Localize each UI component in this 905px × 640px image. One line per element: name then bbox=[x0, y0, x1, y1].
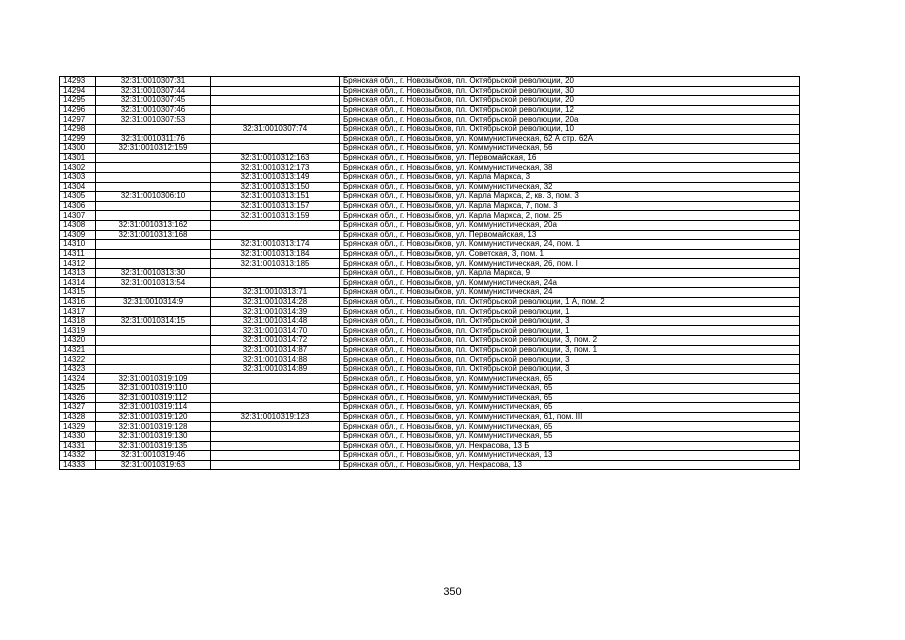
related-cadastral-number-cell bbox=[211, 144, 340, 154]
table-row bbox=[60, 211, 800, 221]
address-cell: Брянская обл., г. Новозыбков, ул. Коммунистическая, 65 bbox=[340, 403, 800, 413]
cadastral-number-cell: 32:31:0010319:112 bbox=[96, 393, 211, 403]
address-cell: Брянская обл., г. Новозыбков, пл. Октябрьской революции, 1 bbox=[340, 307, 800, 317]
row-number-cell: 14303 bbox=[60, 172, 96, 182]
cadastral-number-cell bbox=[96, 172, 211, 182]
row-number-cell: 14333 bbox=[60, 460, 96, 470]
row-number-cell: 14294 bbox=[60, 86, 96, 96]
cadastral-number-cell bbox=[96, 364, 211, 374]
table-row bbox=[60, 412, 800, 422]
related-cadastral-number-cell: 32:31:0010312:173 bbox=[211, 163, 340, 173]
cadastral-number-cell: 32:31:0010319:63 bbox=[96, 460, 211, 470]
address-cell: Брянская обл., г. Новозыбков, пл. Октябрьской революции, 20а bbox=[340, 115, 800, 125]
cadastral-number-cell: 32:31:0010313:162 bbox=[96, 220, 211, 230]
cadastral-number-cell: 32:31:0010306:10 bbox=[96, 192, 211, 202]
related-cadastral-number-cell bbox=[211, 441, 340, 451]
related-cadastral-number-cell bbox=[211, 220, 340, 230]
row-number-cell: 14297 bbox=[60, 115, 96, 125]
related-cadastral-number-cell: 32:31:0010313:159 bbox=[211, 211, 340, 221]
cadastral-number-cell: 32:31:0010307:46 bbox=[96, 105, 211, 115]
row-number-cell: 14317 bbox=[60, 307, 96, 317]
address-cell: Брянская обл., г. Новозыбков, пл. Октябрьской революции, 12 bbox=[340, 105, 800, 115]
row-number-cell: 14314 bbox=[60, 278, 96, 288]
address-cell: Брянская обл., г. Новозыбков, пл. Октябрьской революции, 1 bbox=[340, 326, 800, 336]
table-row bbox=[60, 422, 800, 432]
address-cell: Брянская обл., г. Новозыбков, ул. Коммунистическая, 24, пом. 1 bbox=[340, 240, 800, 250]
address-cell: Брянская обл., г. Новозыбков, ул. Советская, 3, пом. 1 bbox=[340, 249, 800, 259]
cadastral-number-cell: 32:31:0010307:31 bbox=[96, 77, 211, 87]
address-cell: Брянская обл., г. Новозыбков, ул. Коммунистическая, 65 bbox=[340, 422, 800, 432]
row-number-cell: 14293 bbox=[60, 77, 96, 87]
cadastral-number-cell: 32:31:0010307:44 bbox=[96, 86, 211, 96]
table-row bbox=[60, 451, 800, 461]
address-cell: Брянская обл., г. Новозыбков, ул. Коммунистическая, 26, пом. I bbox=[340, 259, 800, 269]
table-row bbox=[60, 240, 800, 250]
address-cell: Брянская обл., г. Новозыбков, ул. Коммунистическая, 24 bbox=[340, 288, 800, 298]
address-cell: Брянская обл., г. Новозыбков, ул. Карла Маркса, 3 bbox=[340, 172, 800, 182]
related-cadastral-number-cell bbox=[211, 460, 340, 470]
table-row bbox=[60, 201, 800, 211]
table-row bbox=[60, 230, 800, 240]
table-row bbox=[60, 144, 800, 154]
related-cadastral-number-cell bbox=[211, 77, 340, 87]
cadastral-number-cell: 32:31:0010311:76 bbox=[96, 134, 211, 144]
table-row bbox=[60, 393, 800, 403]
table-row bbox=[60, 288, 800, 298]
cadastral-number-cell bbox=[96, 307, 211, 317]
table-row bbox=[60, 345, 800, 355]
related-cadastral-number-cell bbox=[211, 431, 340, 441]
table-row bbox=[60, 182, 800, 192]
address-cell: Брянская обл., г. Новозыбков, пл. Октябрьской революции, 3 bbox=[340, 316, 800, 326]
row-number-cell: 14309 bbox=[60, 230, 96, 240]
cadastral-number-cell: 32:31:0010319:114 bbox=[96, 403, 211, 413]
related-cadastral-number-cell: 32:31:0010313:71 bbox=[211, 288, 340, 298]
address-cell: Брянская обл., г. Новозыбков, пл. Октябрьской революции, 3 bbox=[340, 364, 800, 374]
register-table-body bbox=[60, 77, 800, 470]
address-cell: Брянская обл., г. Новозыбков, ул. Коммунистическая, 55 bbox=[340, 431, 800, 441]
related-cadastral-number-cell: 32:31:0010313:185 bbox=[211, 259, 340, 269]
cadastral-number-cell bbox=[96, 211, 211, 221]
related-cadastral-number-cell bbox=[211, 374, 340, 384]
row-number-cell: 14302 bbox=[60, 163, 96, 173]
cadastral-number-cell: 32:31:0010313:54 bbox=[96, 278, 211, 288]
table-row bbox=[60, 297, 800, 307]
row-number-cell: 14300 bbox=[60, 144, 96, 154]
related-cadastral-number-cell: 32:31:0010314:72 bbox=[211, 336, 340, 346]
cadastral-number-cell bbox=[96, 336, 211, 346]
table-row bbox=[60, 192, 800, 202]
address-cell: Брянская обл., г. Новозыбков, ул. Карла Маркса, 7, пом. 3 bbox=[340, 201, 800, 211]
related-cadastral-number-cell bbox=[211, 86, 340, 96]
related-cadastral-number-cell bbox=[211, 403, 340, 413]
row-number-cell: 14316 bbox=[60, 297, 96, 307]
row-number-cell: 14313 bbox=[60, 268, 96, 278]
cadastral-number-cell bbox=[96, 326, 211, 336]
row-number-cell: 14332 bbox=[60, 451, 96, 461]
table-row bbox=[60, 460, 800, 470]
row-number-cell: 14323 bbox=[60, 364, 96, 374]
table-row bbox=[60, 86, 800, 96]
address-cell: Брянская обл., г. Новозыбков, ул. Коммунистическая, 65 bbox=[340, 374, 800, 384]
table-row bbox=[60, 115, 800, 125]
table-row bbox=[60, 336, 800, 346]
row-number-cell: 14320 bbox=[60, 336, 96, 346]
address-cell: Брянская обл., г. Новозыбков, пл. Октябрьской революции, 20 bbox=[340, 77, 800, 87]
related-cadastral-number-cell bbox=[211, 230, 340, 240]
row-number-cell: 14301 bbox=[60, 153, 96, 163]
table-row bbox=[60, 316, 800, 326]
address-cell: Брянская обл., г. Новозыбков, ул. Коммунистическая, 65 bbox=[340, 393, 800, 403]
row-number-cell: 14326 bbox=[60, 393, 96, 403]
row-number-cell: 14319 bbox=[60, 326, 96, 336]
cadastral-number-cell: 32:31:0010314:15 bbox=[96, 316, 211, 326]
row-number-cell: 14312 bbox=[60, 259, 96, 269]
address-cell: Брянская обл., г. Новозыбков, пл. Октябрьской революции, 1 А, пом. 2 bbox=[340, 297, 800, 307]
address-cell: Брянская обл., г. Новозыбков, пл. Октябрьской революции, 3 bbox=[340, 355, 800, 365]
cadastral-number-cell: 32:31:0010313:168 bbox=[96, 230, 211, 240]
address-cell: Брянская обл., г. Новозыбков, ул. Первомайская, 16 bbox=[340, 153, 800, 163]
table-row bbox=[60, 220, 800, 230]
address-cell: Брянская обл., г. Новозыбков, пл. Октябрьской революции, 3, пом. 2 bbox=[340, 336, 800, 346]
table-row bbox=[60, 96, 800, 106]
row-number-cell: 14304 bbox=[60, 182, 96, 192]
address-cell: Брянская обл., г. Новозыбков, ул. Коммунистическая, 13 bbox=[340, 451, 800, 461]
cadastral-number-cell bbox=[96, 163, 211, 173]
address-cell: Брянская обл., г. Новозыбков, пл. Октябрьской революции, 3, пом. 1 bbox=[340, 345, 800, 355]
related-cadastral-number-cell: 32:31:0010313:184 bbox=[211, 249, 340, 259]
row-number-cell: 14311 bbox=[60, 249, 96, 259]
row-number-cell: 14306 bbox=[60, 201, 96, 211]
row-number-cell: 14310 bbox=[60, 240, 96, 250]
related-cadastral-number-cell: 32:31:0010312:163 bbox=[211, 153, 340, 163]
cadastral-number-cell bbox=[96, 259, 211, 269]
address-cell: Брянская обл., г. Новозыбков, ул. Коммунистическая, 24а bbox=[340, 278, 800, 288]
cadastral-number-cell: 32:31:0010319:46 bbox=[96, 451, 211, 461]
related-cadastral-number-cell bbox=[211, 134, 340, 144]
related-cadastral-number-cell bbox=[211, 268, 340, 278]
row-number-cell: 14324 bbox=[60, 374, 96, 384]
row-number-cell: 14295 bbox=[60, 96, 96, 106]
table-row bbox=[60, 124, 800, 134]
address-cell: Брянская обл., г. Новозыбков, ул. Карла Маркса, 2, пом. 25 bbox=[340, 211, 800, 221]
related-cadastral-number-cell: 32:31:0010314:39 bbox=[211, 307, 340, 317]
cadastral-number-cell bbox=[96, 249, 211, 259]
related-cadastral-number-cell: 32:31:0010314:48 bbox=[211, 316, 340, 326]
table-row bbox=[60, 384, 800, 394]
cadastral-number-cell: 32:31:0010319:110 bbox=[96, 384, 211, 394]
cadastral-number-cell: 32:31:0010319:109 bbox=[96, 374, 211, 384]
table-row bbox=[60, 307, 800, 317]
row-number-cell: 14315 bbox=[60, 288, 96, 298]
table-row bbox=[60, 268, 800, 278]
address-cell: Брянская обл., г. Новозыбков, пл. Октябрьской революции, 10 bbox=[340, 124, 800, 134]
related-cadastral-number-cell bbox=[211, 115, 340, 125]
row-number-cell: 14321 bbox=[60, 345, 96, 355]
related-cadastral-number-cell bbox=[211, 105, 340, 115]
cadastral-number-cell: 32:31:0010314:9 bbox=[96, 297, 211, 307]
address-cell: Брянская обл., г. Новозыбков, ул. Первомайская, 13 bbox=[340, 230, 800, 240]
row-number-cell: 14329 bbox=[60, 422, 96, 432]
related-cadastral-number-cell: 32:31:0010314:89 bbox=[211, 364, 340, 374]
table-row bbox=[60, 134, 800, 144]
cadastral-number-cell bbox=[96, 345, 211, 355]
related-cadastral-number-cell: 32:31:0010313:150 bbox=[211, 182, 340, 192]
cadastral-number-cell: 32:31:0010319:130 bbox=[96, 431, 211, 441]
related-cadastral-number-cell: 32:31:0010313:151 bbox=[211, 192, 340, 202]
table-row bbox=[60, 431, 800, 441]
related-cadastral-number-cell: 32:31:0010313:157 bbox=[211, 201, 340, 211]
cadastral-number-cell bbox=[96, 124, 211, 134]
cadastral-number-cell: 32:31:0010319:120 bbox=[96, 412, 211, 422]
related-cadastral-number-cell: 32:31:0010314:87 bbox=[211, 345, 340, 355]
related-cadastral-number-cell: 32:31:0010313:174 bbox=[211, 240, 340, 250]
cadastral-number-cell: 32:31:0010312:159 bbox=[96, 144, 211, 154]
related-cadastral-number-cell bbox=[211, 393, 340, 403]
page-number: 350 bbox=[443, 586, 462, 598]
table-row bbox=[60, 326, 800, 336]
table-row bbox=[60, 278, 800, 288]
related-cadastral-number-cell bbox=[211, 451, 340, 461]
cadastral-number-cell: 32:31:0010313:30 bbox=[96, 268, 211, 278]
cadastral-number-cell bbox=[96, 182, 211, 192]
cadastral-number-cell bbox=[96, 355, 211, 365]
table-row bbox=[60, 172, 800, 182]
related-cadastral-number-cell bbox=[211, 384, 340, 394]
row-number-cell: 14307 bbox=[60, 211, 96, 221]
table-row bbox=[60, 105, 800, 115]
cadastral-number-cell bbox=[96, 240, 211, 250]
related-cadastral-number-cell bbox=[211, 278, 340, 288]
related-cadastral-number-cell: 32:31:0010314:70 bbox=[211, 326, 340, 336]
address-cell: Брянская обл., г. Новозыбков, ул. Коммунистическая, 20а bbox=[340, 220, 800, 230]
table-row bbox=[60, 364, 800, 374]
cadastral-number-cell: 32:31:0010319:128 bbox=[96, 422, 211, 432]
address-cell: Брянская обл., г. Новозыбков, ул. Коммунистическая, 38 bbox=[340, 163, 800, 173]
cadastral-number-cell: 32:31:0010307:53 bbox=[96, 115, 211, 125]
row-number-cell: 14296 bbox=[60, 105, 96, 115]
related-cadastral-number-cell: 32:31:0010314:88 bbox=[211, 355, 340, 365]
related-cadastral-number-cell bbox=[211, 422, 340, 432]
table-row bbox=[60, 163, 800, 173]
row-number-cell: 14330 bbox=[60, 431, 96, 441]
row-number-cell: 14331 bbox=[60, 441, 96, 451]
table-row bbox=[60, 355, 800, 365]
row-number-cell: 14327 bbox=[60, 403, 96, 413]
related-cadastral-number-cell bbox=[211, 96, 340, 106]
address-cell: Брянская обл., г. Новозыбков, ул. Карла Маркса, 9 bbox=[340, 268, 800, 278]
row-number-cell: 14299 bbox=[60, 134, 96, 144]
table-row bbox=[60, 441, 800, 451]
address-cell: Брянская обл., г. Новозыбков, ул. Коммунистическая, 32 bbox=[340, 182, 800, 192]
cadastral-number-cell: 32:31:0010307:45 bbox=[96, 96, 211, 106]
table-row bbox=[60, 403, 800, 413]
row-number-cell: 14325 bbox=[60, 384, 96, 394]
table-row bbox=[60, 259, 800, 269]
address-cell: Брянская обл., г. Новозыбков, ул. Карла Маркса, 2, кв. 3, пом. 3 bbox=[340, 192, 800, 202]
row-number-cell: 14318 bbox=[60, 316, 96, 326]
related-cadastral-number-cell: 32:31:0010319:123 bbox=[211, 412, 340, 422]
address-cell: Брянская обл., г. Новозыбков, ул. Коммунистическая, 61, пом. III bbox=[340, 412, 800, 422]
related-cadastral-number-cell: 32:31:0010313:149 bbox=[211, 172, 340, 182]
table-row bbox=[60, 249, 800, 259]
related-cadastral-number-cell: 32:31:0010314:28 bbox=[211, 297, 340, 307]
table-row bbox=[60, 153, 800, 163]
row-number-cell: 14308 bbox=[60, 220, 96, 230]
table-row bbox=[60, 77, 800, 87]
cadastral-number-cell bbox=[96, 288, 211, 298]
address-cell: Брянская обл., г. Новозыбков, пл. Октябрьской революции, 20 bbox=[340, 96, 800, 106]
cadastral-number-cell bbox=[96, 153, 211, 163]
address-cell: Брянская обл., г. Новозыбков, ул. Коммунистическая, 62 А стр. 62А bbox=[340, 134, 800, 144]
address-cell: Брянская обл., г. Новозыбков, ул. Некрасова, 13 bbox=[340, 460, 800, 470]
row-number-cell: 14328 bbox=[60, 412, 96, 422]
register-table bbox=[59, 76, 800, 470]
row-number-cell: 14322 bbox=[60, 355, 96, 365]
address-cell: Брянская обл., г. Новозыбков, ул. Некрасова, 13 Б bbox=[340, 441, 800, 451]
cadastral-number-cell bbox=[96, 201, 211, 211]
address-cell: Брянская обл., г. Новозыбков, ул. Коммунистическая, 56 bbox=[340, 144, 800, 154]
address-cell: Брянская обл., г. Новозыбков, пл. Октябрьской революции, 30 bbox=[340, 86, 800, 96]
row-number-cell: 14305 bbox=[60, 192, 96, 202]
table-row bbox=[60, 374, 800, 384]
address-cell: Брянская обл., г. Новозыбков, ул. Коммунистическая, 65 bbox=[340, 384, 800, 394]
related-cadastral-number-cell: 32:31:0010307:74 bbox=[211, 124, 340, 134]
row-number-cell: 14298 bbox=[60, 124, 96, 134]
cadastral-number-cell: 32:31:0010319:135 bbox=[96, 441, 211, 451]
